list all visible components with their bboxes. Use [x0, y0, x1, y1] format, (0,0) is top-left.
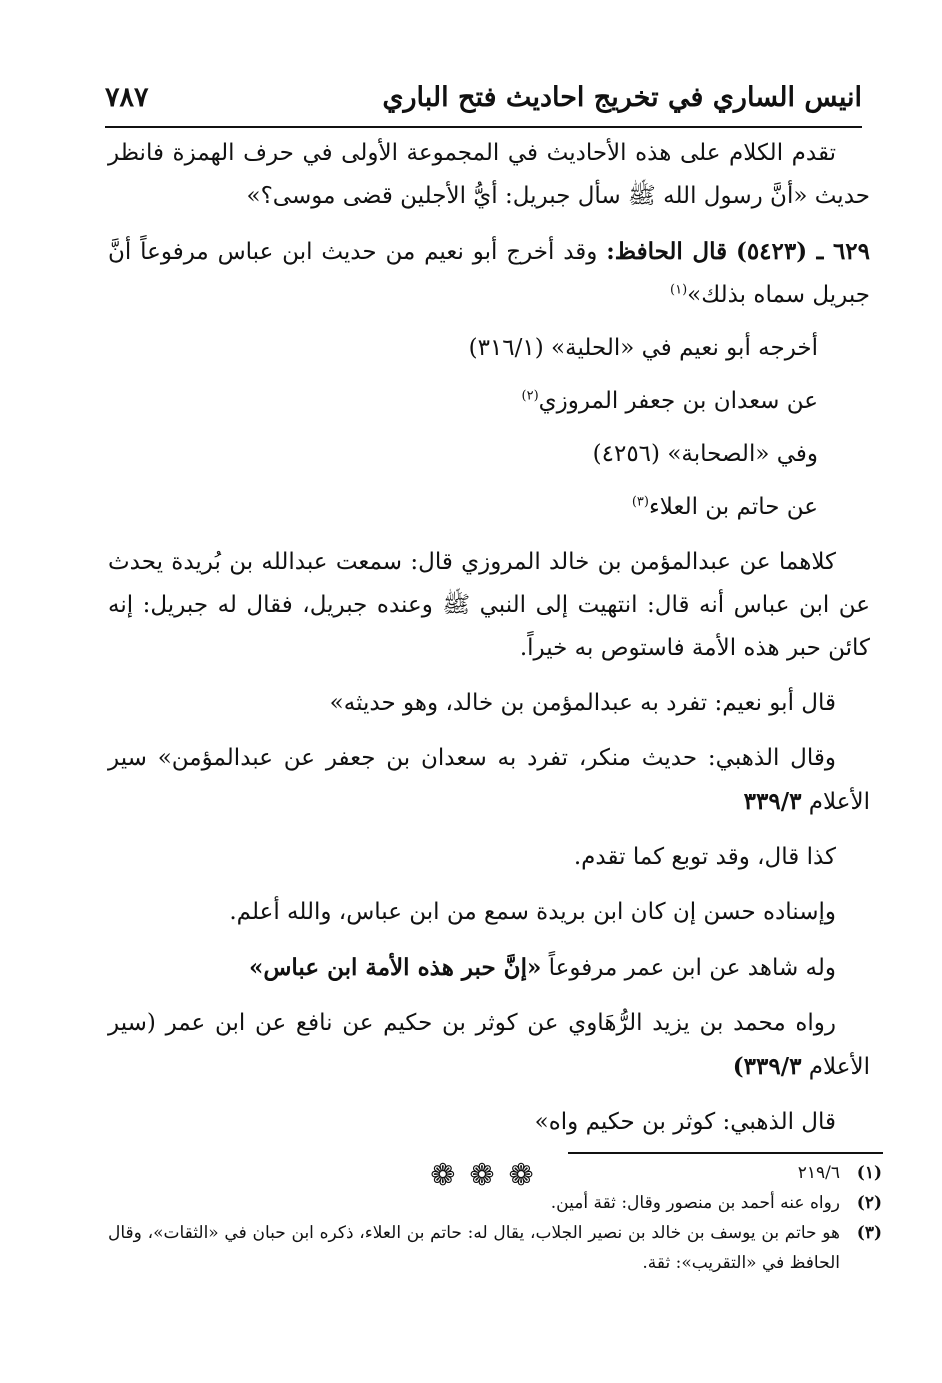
footnote-ref-1: (١) [670, 282, 688, 298]
paragraph-dhahabi [108, 737, 870, 824]
source-line: وفي «الصحابة» (٤٢٥٦) [592, 441, 818, 467]
paragraph-abu-nuaym: قال أبو نعيم: تفرد به عبدالمؤمن بن خالد، وهو حديثه» [329, 690, 836, 716]
footnote-number: (٣) [856, 1223, 882, 1243]
entry-text: وقد أخرج أبو نعيم من حديث ابن عباس مرفوعاً أنَّ جبريل سماه بذلك» [108, 239, 870, 308]
footnote [108, 1188, 882, 1218]
footnote-ref-3: (٣) [631, 494, 649, 510]
paragraph-comment: كذا قال، وقد توبع كما تقدم. [573, 844, 836, 870]
footnote-text: ٢١٩/٦ [797, 1163, 840, 1183]
witness-text: «إنَّ حبر هذه الأمة ابن عباس» [248, 954, 542, 981]
reference: ٣٣٩/٣ [743, 788, 802, 815]
entry-number: ٦٢٩ ـ (٥٤٢٣) [735, 238, 871, 265]
source-line [108, 380, 870, 423]
paragraph-grading: وإسناده حسن إن كان ابن بريدة سمع من ابن عباس، والله أعلم. [229, 899, 836, 925]
footnote-number: (٢) [856, 1193, 882, 1213]
footnotes [108, 1158, 882, 1278]
book-title: انيس الساري في تخريج احاديث فتح الباري [382, 82, 862, 113]
paragraph-narration [108, 1002, 870, 1089]
footnote-separator [568, 1152, 883, 1154]
entry-label: قال الحافظ: [606, 238, 728, 265]
source-text: عن سعدان بن جعفر المروزي [538, 388, 818, 414]
source-line [108, 486, 870, 529]
footnote-ref-2: (٢) [521, 388, 539, 404]
footnote [108, 1218, 882, 1278]
paragraph-isnad: كلاهما عن عبدالمؤمن بن خالد المروزي قال: سمعت عبدالله بن بُريدة يحدث عن ابن عباس أنه قال: انتهيت إلى النبي ﷺ وعنده جبريل، فقال له جبريل: إنه كائن حبر هذه الأمة فاستوص به خيراً. [108, 549, 870, 661]
footnote-number: (١) [856, 1163, 882, 1183]
footnote [108, 1158, 882, 1188]
paragraph-witness [108, 946, 870, 990]
section-divider-ornament: ❁❁❁ [430, 1158, 548, 1193]
source-line: أخرجه أبو نعيم في «الحلية» (٣١٦/١) [468, 335, 818, 361]
page-number: ٧٨٧ [105, 82, 149, 113]
paragraph-text: وقال الذهبي: حديث منكر، تفرد به سعدان بن جعفر عن عبدالمؤمن» سير الأعلام [108, 745, 870, 815]
source-text: عن حاتم بن العلاء [648, 494, 818, 520]
footnote-text: رواه عنه أحمد بن منصور وقال: ثقة أمين. [550, 1193, 840, 1213]
footnote-text: هو حاتم بن يوسف بن خالد بن نصير الجلاب، يقال له: حاتم بن العلاء، ذكره ابن حبان في «الثقات»، وقال الحافظ في «التقريب»: ثقة. [108, 1223, 840, 1273]
paragraph-text: رواه محمد بن يزيد الرُّهَاوي عن كوثر بن حكيم عن نافع عن ابن عمر (سير الأعلام [108, 1010, 870, 1080]
reference: ٣٣٩/٣) [732, 1053, 802, 1080]
paragraph-dhahabi-2: قال الذهبي: كوثر بن حكيم واه» [534, 1109, 836, 1135]
paragraph-text: وله شاهد عن ابن عمر مرفوعاً [548, 955, 836, 981]
paragraph-intro: تقدم الكلام على هذه الأحاديث في المجموعة الأولى في حرف الهمزة فانظر حديث «أنَّ رسول الله ﷺ سأل جبريل: أيُّ الأجلين قضى موسى؟» [108, 140, 870, 209]
hadith-entry [108, 230, 870, 317]
main-text [108, 132, 870, 1197]
running-header [105, 78, 862, 128]
